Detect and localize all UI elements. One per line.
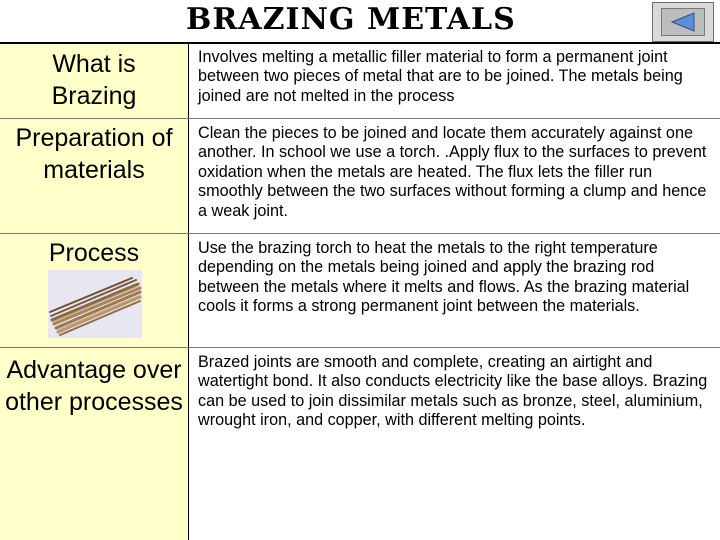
back-button[interactable] <box>652 2 714 42</box>
row-text-preparation: Clean the pieces to be joined and locate them accurately against one another. In school we use a torch. .Apply flux to the surfaces to prevent oxidation when the metals are heated. The flux lets the filler run smoothly between the two surfaces without forming a clump and hence a weak joint. <box>198 124 707 220</box>
row-text-advantage: Brazed joints are smooth and complete, creating an airtight and watertight bond. It also conducts electricity like the base alloys. Brazing can be used to join dissimilar metals such as bronze, steel, aluminium, wrought iron, and copper, with different melting points. <box>198 353 708 430</box>
row-text-process: Use the brazing torch to heat the metals to the right temperature depending on the metals being joined and apply the brazing rod between the metals where it melts and flows. As the brazing material cools it forms a strong permanent joint between the materials. <box>198 239 690 316</box>
row-label-preparation: Preparation of materials <box>15 124 173 184</box>
row-label-advantage: Advantage over other processes <box>5 356 183 416</box>
brazing-rods-image <box>48 270 142 338</box>
row-label-process: Process <box>48 239 140 267</box>
triangle-left-icon <box>670 12 696 32</box>
row-divider <box>0 118 720 119</box>
row-label-what-is-brazing: What is Brazing <box>51 50 137 110</box>
page-title: BRAZING METALS <box>186 2 516 37</box>
row-divider <box>0 347 720 348</box>
row-text-what-is-brazing: Involves melting a metallic filler material to form a permanent joint between two pieces of metal that are to be joined. The metals being joined are not melted in the process <box>198 48 683 105</box>
row-divider <box>0 233 720 234</box>
back-button-face[interactable] <box>661 8 705 36</box>
